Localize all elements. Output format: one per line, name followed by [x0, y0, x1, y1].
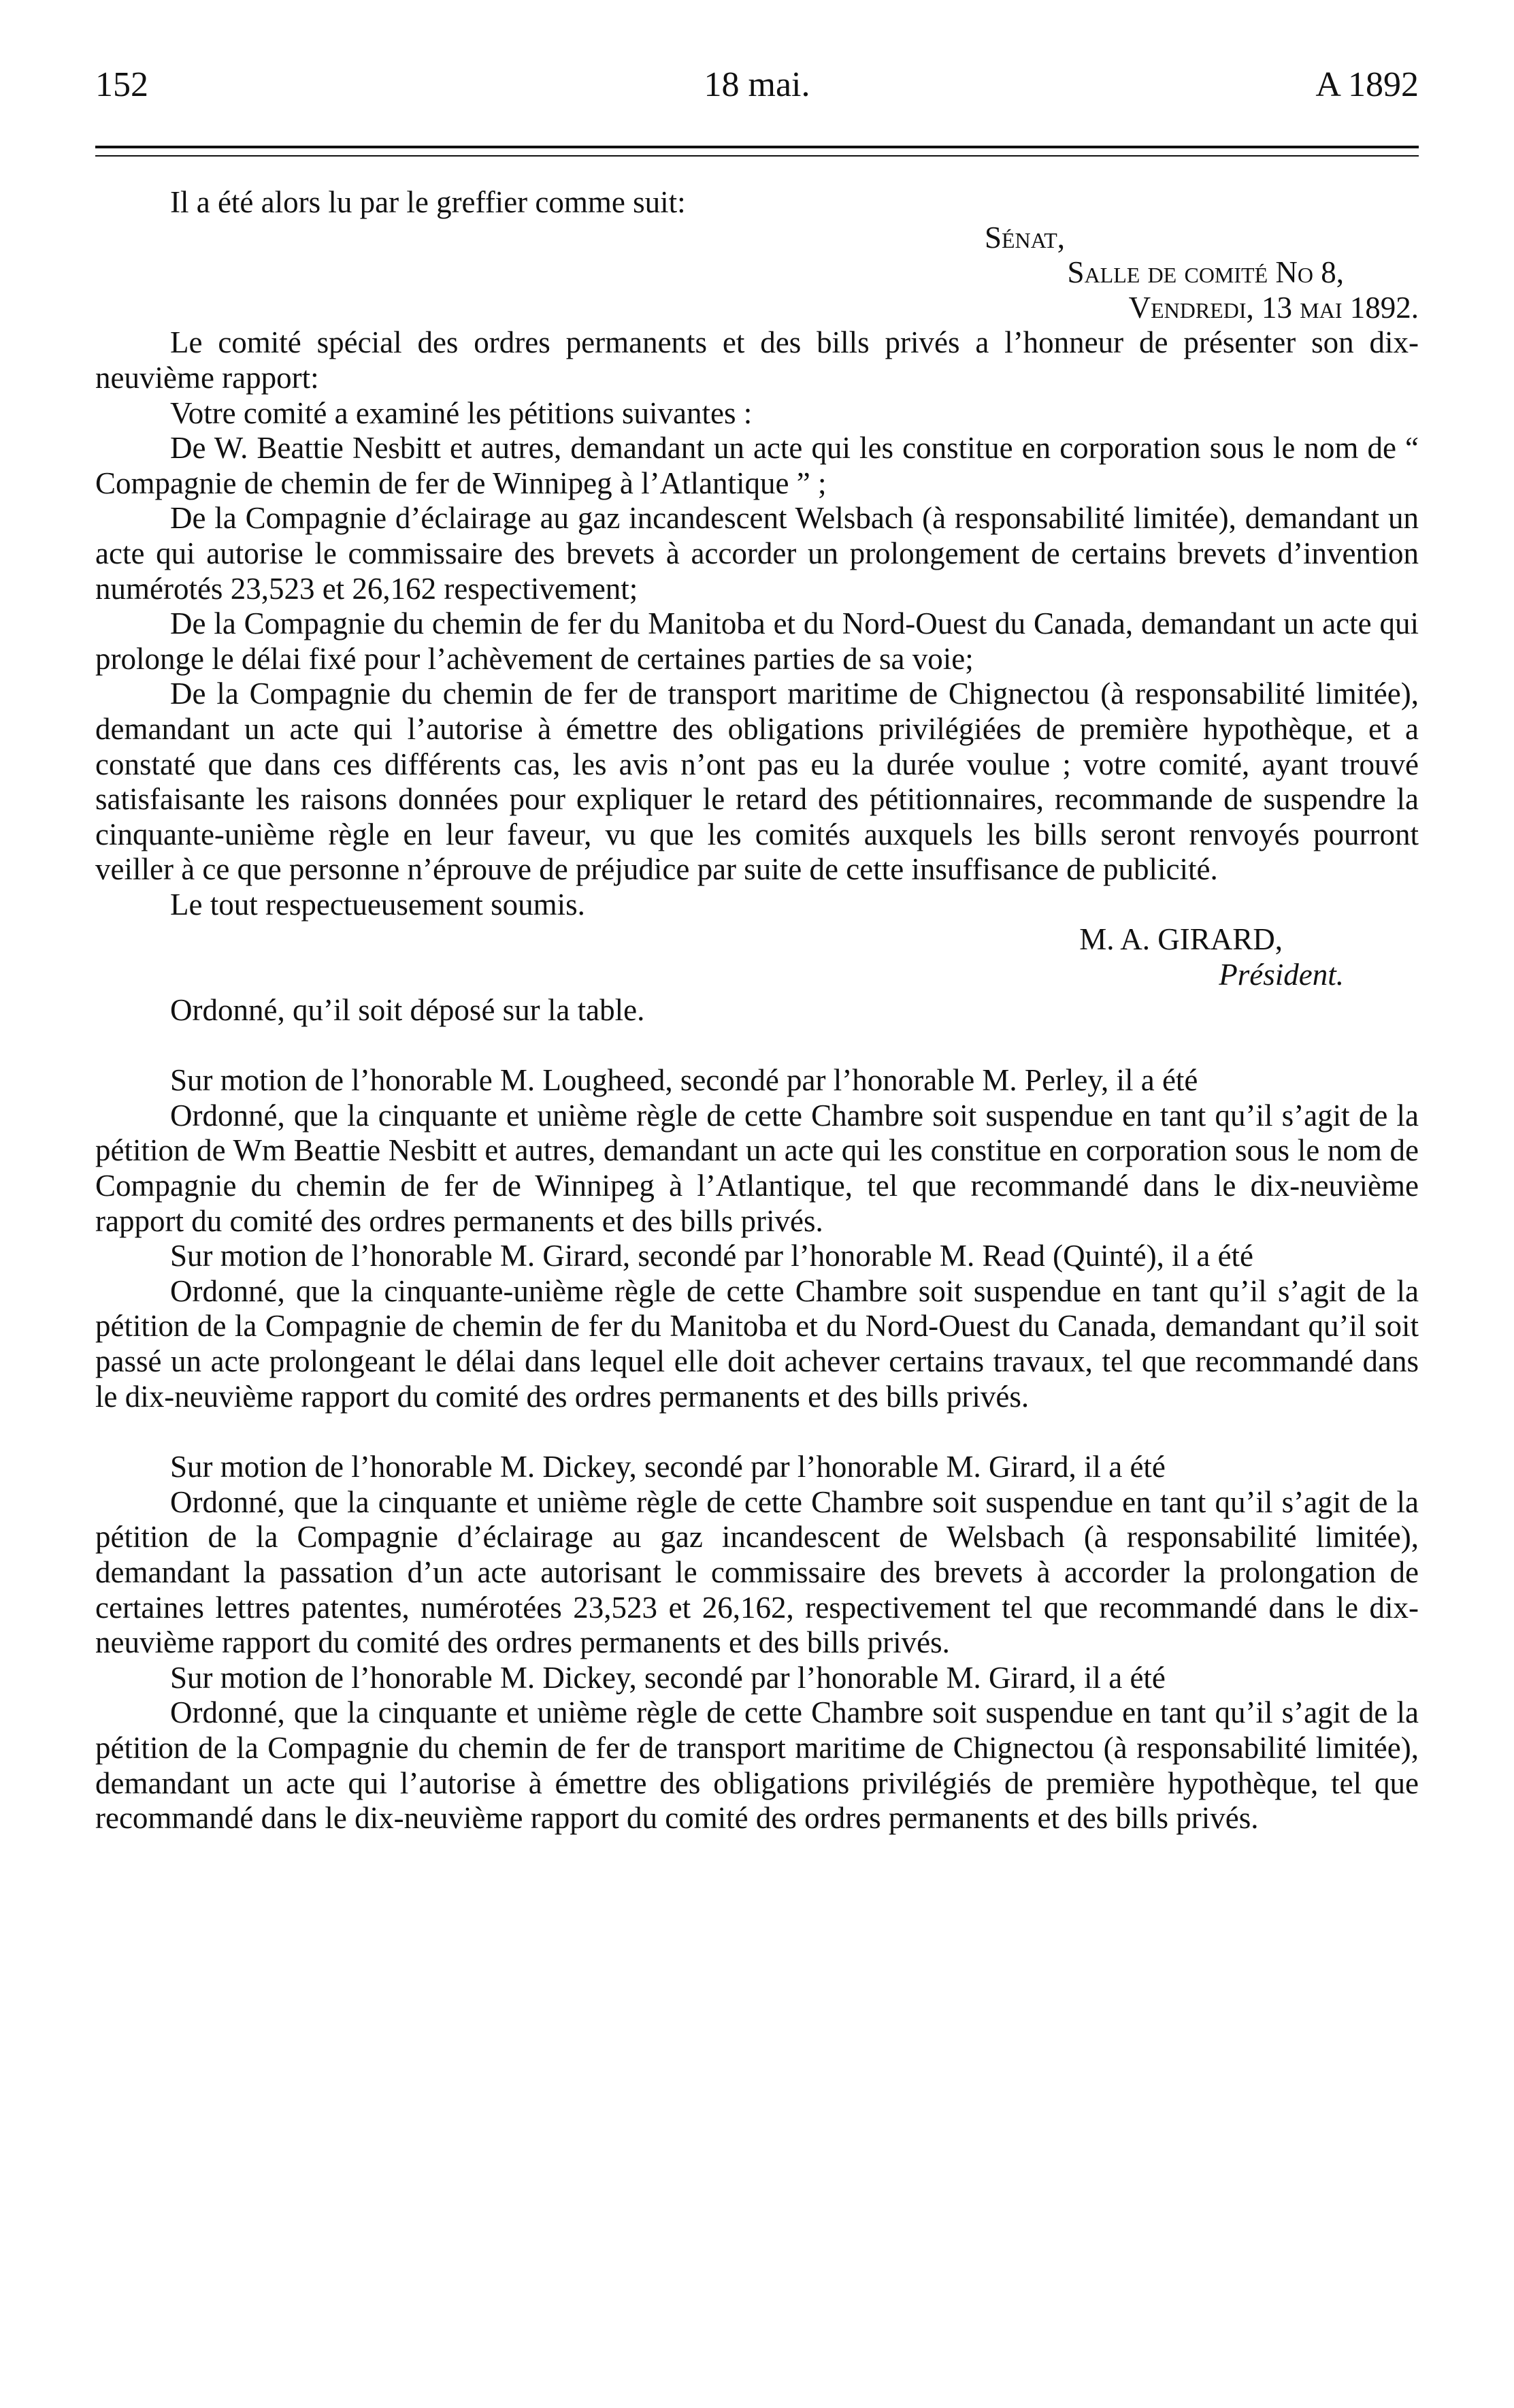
order-paragraph: Ordonné, que la cinquante et unième règle de cette Chambre soit suspendue en tant qu’il s’agit de la pétition de la Compagnie du chemin de fer de transport maritime de Chignectou (à responsabilité limitée), demandant un acte qui l’autorise à émettre des obligations privilégiés de première hypothèque, tel que recommandé dans le dix-neuvième rapport du comité des ordres permanents et des bills privés.: [95, 1695, 1419, 1836]
running-head: [95, 61, 1419, 109]
order-paragraph: Ordonné, que la cinquante et unième règle de cette Chambre soit suspendue en tant qu’il s’agit de la pétition de la Compagnie d’éclairage au gaz incandescent de Welsbach (à responsabilité limitée), demandant la passation d’un acte autorisant le commissaire des brevets à accorder la prolongation de certaines lettres patentes, numérotées 23,523 et 26,162, respectivement tel que recommandé dans le dix-neuvième rapport du comité des ordres permanents et des bills privés.: [95, 1484, 1419, 1660]
header-year: A 1892: [1315, 65, 1419, 104]
section-gap: [95, 1414, 1419, 1450]
header-rule-thick: [95, 146, 1419, 148]
order-paragraph: Ordonné, que la cinquante et unième règle de cette Chambre soit suspendue en tant qu’il s’agit de la pétition de Wm Beattie Nesbitt et autres, demandant un acte qui les constitue en corporation sous le nom de Compagnie du chemin de fer de Winnipeg à l’Atlantique, tel que recommandé dans le dix-neuvième rapport du comité des ordres permanents et des bills privés.: [95, 1098, 1419, 1238]
petition-paragraph: De la Compagnie du chemin de fer du Manitoba et du Nord-Ouest du Canada, demandant un acte qui prolonge le délai fixé pour l’achèvement de certaines parties de sa voie;: [95, 606, 1419, 676]
motion-paragraph: Sur motion de l’honorable M. Girard, secondé par l’honorable M. Read (Quinté), il a été: [170, 1239, 1254, 1273]
letterhead-room: Salle de comité No 8,: [1067, 255, 1344, 290]
letterhead: [95, 221, 1419, 256]
letterhead-senate: Sénat,: [984, 220, 1065, 255]
motion-paragraph: Sur motion de l’honorable M. Dickey, secondé par l’honorable M. Girard, il a été: [170, 1450, 1166, 1484]
report-closing: Le tout respectueusement soumis.: [170, 887, 585, 922]
motion-paragraph: Sur motion de l’honorable M. Lougheed, secondé par l’honorable M. Perley, il a été: [170, 1063, 1198, 1098]
petition-paragraph: De W. Beattie Nesbitt et autres, demandant un acte qui les constitue en corporation sous le nom de “ Compagnie de chemin de fer de Winnipeg à l’Atlantique ” ;: [95, 431, 1419, 500]
ordered-table: Ordonné, qu’il soit déposé sur la table.: [170, 992, 645, 1027]
signature-title: Président.: [1219, 958, 1344, 992]
report-paragraph: Le comité spécial des ordres permanents et des bills privés a l’honneur de présenter son dix-neuvième rapport:: [95, 325, 1419, 395]
intro-line: Il a été alors lu par le greffier comme suit:: [170, 185, 686, 219]
document-body: [95, 185, 1419, 1836]
header-date: 18 mai.: [704, 65, 810, 104]
petition-paragraph: De la Compagnie du chemin de fer de transport maritime de Chignectou (à responsabilité limitée), demandant un acte qui l’autorise à émettre des obligations privilégiées de première hypothèque, et a constaté que dans ces différents cas, les avis n’ont pas eu la durée voulue ; votre comité, ayant trouvé satisfaisante les raisons données pour expliquer le retard des pétitionnaires, recommande de suspendre la cinquante-unième règle en leur faveur, vu que les comités auxquels les bills seront renvoyés pourront veiller à ce que personne n’éprouve de préjudice par suite de cette insuffisance de publicité.: [95, 677, 1419, 887]
page-number: 152: [95, 65, 148, 104]
motion-paragraph: Sur motion de l’honorable M. Dickey, secondé par l’honorable M. Girard, il a été: [170, 1660, 1166, 1695]
order-paragraph: Ordonné, que la cinquante-unième règle de cette Chambre soit suspendue en tant qu’il s’agit de la pétition de la Compagnie de chemin de fer du Manitoba et du Nord-Ouest du Canada, demandant qu’il soit passé un acte prolongeant le délai dans lequel elle doit achever certains travaux, tel que recommandé dans le dix-neuvième rapport du comité des ordres permanents et des bills privés.: [95, 1273, 1419, 1414]
header-rule-thin: [95, 155, 1419, 157]
section-gap: [95, 1028, 1419, 1063]
petition-paragraph: De la Compagnie d’éclairage au gaz incandescent Welsbach (à responsabilité limitée), demandant un acte qui autorise le commissaire des brevets à accorder un prolongement de certains brevets d’invention numérotés 23,523 et 26,162 respectivement;: [95, 501, 1419, 606]
report-paragraph: Votre comité a examiné les pétitions suivantes :: [170, 395, 753, 430]
letterhead-date: Vendredi, 13 mai 1892.: [1128, 290, 1419, 325]
signature-name: M. A. GIRARD,: [1079, 922, 1283, 957]
